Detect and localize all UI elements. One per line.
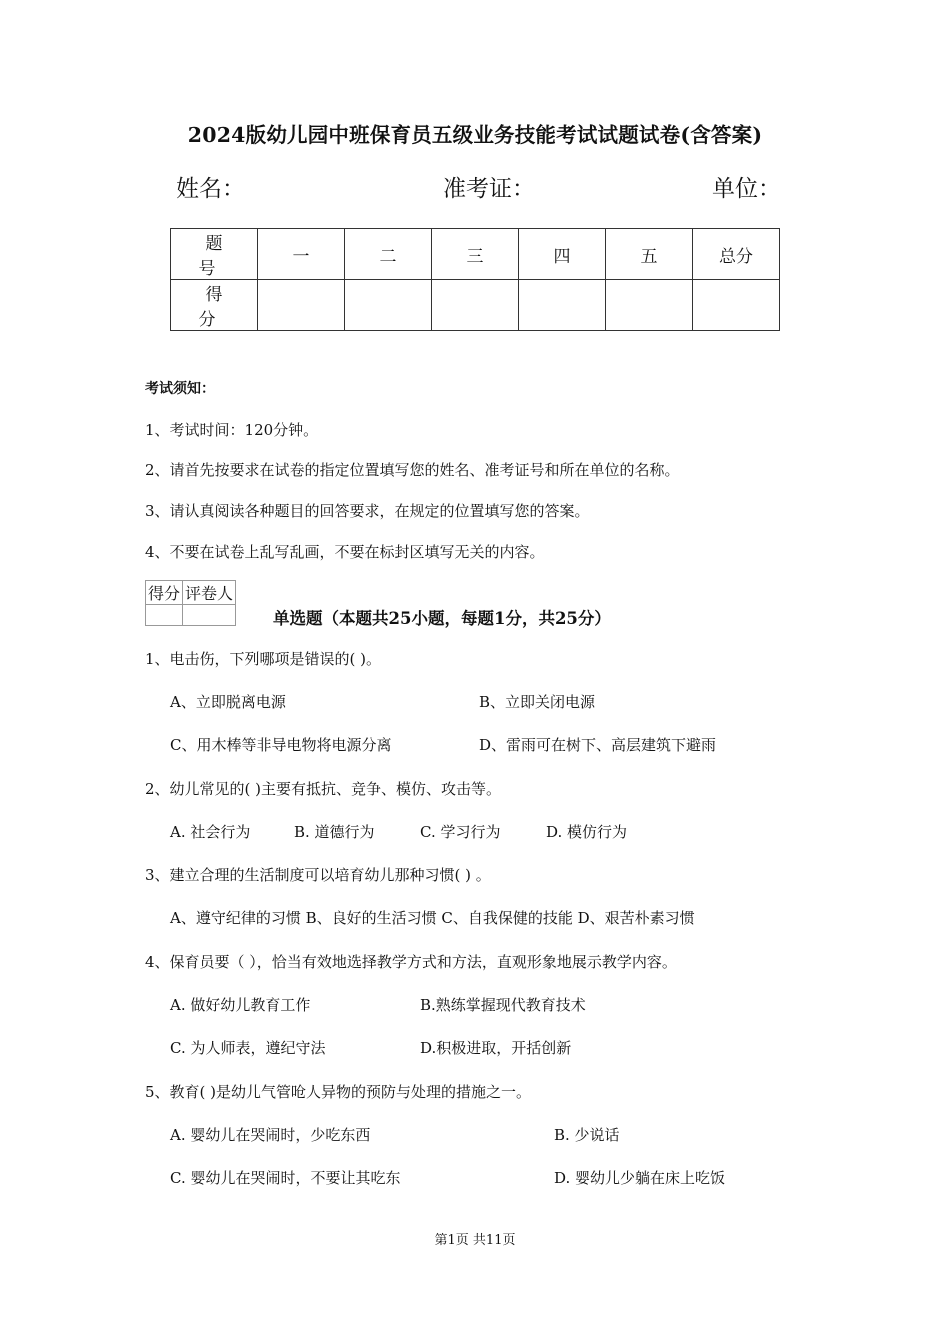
question-option[interactable]: D. 婴幼儿少躺在床上吃饭	[554, 1169, 726, 1187]
question-option[interactable]: B. 少说话	[554, 1126, 620, 1144]
notice-heading: 考试须知：	[145, 381, 215, 397]
question-option[interactable]: A. 做好幼儿教育工作	[170, 996, 311, 1014]
exam-id-label: 准考证：	[443, 176, 535, 202]
header-cell-1: 一	[258, 229, 345, 280]
score-cell-5[interactable]	[606, 280, 693, 331]
score-cell-3[interactable]	[432, 280, 519, 331]
question-option[interactable]: A、立即脱离电源	[170, 693, 286, 711]
header-cell-total: 总分	[693, 229, 780, 280]
score-cell-1[interactable]	[258, 280, 345, 331]
grader-score-cell[interactable]	[146, 605, 183, 626]
question-option[interactable]: A、遵守纪律的习惯 B、良好的生活习惯 C、自我保健的技能 D、艰苦朴素习惯	[170, 909, 695, 927]
score-table-score-row	[171, 280, 780, 331]
page-title: 2024版幼儿园中班保育员五级业务技能考试试题试卷(含答案)	[187, 123, 763, 147]
question-option[interactable]: A. 社会行为	[170, 823, 251, 841]
question-option[interactable]: A. 婴幼儿在哭闹时，少吃东西	[170, 1126, 371, 1144]
notice-item: 4、不要在试卷上乱写乱画，不要在标封区填写无关的内容。	[145, 543, 545, 561]
question-stem: 4、保育员要（ ），恰当有效地选择教学方式和方法，直观形象地展示教学内容。	[145, 953, 677, 971]
score-table-header-row	[171, 229, 780, 280]
question-option[interactable]: C. 婴幼儿在哭闹时，不要让其吃东	[170, 1169, 401, 1187]
score-cell-total[interactable]	[693, 280, 780, 331]
grader-reviewer-label: 评卷人	[183, 581, 236, 605]
grader-box	[145, 580, 236, 626]
grader-score-label: 得分	[146, 581, 183, 605]
score-row-label: 得 分	[171, 280, 258, 331]
question-stem: 2、幼儿常见的( )主要有抵抗、竞争、模仿、攻击等。	[145, 780, 502, 798]
header-cell-2: 二	[345, 229, 432, 280]
unit-label: 单位：	[712, 176, 781, 202]
question-option[interactable]: C. 学习行为	[420, 823, 501, 841]
question-stem: 3、建立合理的生活制度可以培育幼儿那种习惯( ) 。	[145, 866, 491, 884]
notice-item: 1、考试时间：120分钟。	[145, 421, 319, 439]
question-option[interactable]: D、雷雨可在树下、高层建筑下避雨	[479, 736, 717, 754]
page-footer: 第1页 共11页	[434, 1233, 516, 1248]
question-option[interactable]: B、立即关闭电源	[479, 693, 596, 711]
question-option[interactable]: C、用木棒等非导电物将电源分离	[170, 736, 392, 754]
question-stem: 5、教育( )是幼儿气管呛人异物的预防与处理的措施之一。	[145, 1083, 532, 1101]
section-title: 单选题（本题共25小题，每题1分，共25分）	[273, 609, 611, 628]
header-cell-3: 三	[432, 229, 519, 280]
question-stem: 1、电击伤，下列哪项是错误的( )。	[145, 650, 382, 668]
question-option[interactable]: B. 道德行为	[294, 823, 375, 841]
question-option[interactable]: B.熟练掌握现代教育技术	[420, 996, 586, 1014]
question-option[interactable]: D.积极进取，开括创新	[420, 1039, 572, 1057]
question-option[interactable]: C. 为人师表，遵纪守法	[170, 1039, 326, 1057]
score-cell-4[interactable]	[519, 280, 606, 331]
name-label: 姓名：	[176, 176, 245, 202]
grader-reviewer-cell[interactable]	[183, 605, 236, 626]
notice-item: 3、请认真阅读各种题目的回答要求，在规定的位置填写您的答案。	[145, 502, 590, 520]
score-table	[170, 228, 780, 331]
question-option[interactable]: D. 模仿行为	[546, 823, 628, 841]
header-cell-label: 题 号	[171, 229, 258, 280]
score-cell-2[interactable]	[345, 280, 432, 331]
header-cell-5: 五	[606, 229, 693, 280]
header-cell-4: 四	[519, 229, 606, 280]
notice-item: 2、请首先按要求在试卷的指定位置填写您的姓名、准考证号和所在单位的名称。	[145, 461, 680, 479]
